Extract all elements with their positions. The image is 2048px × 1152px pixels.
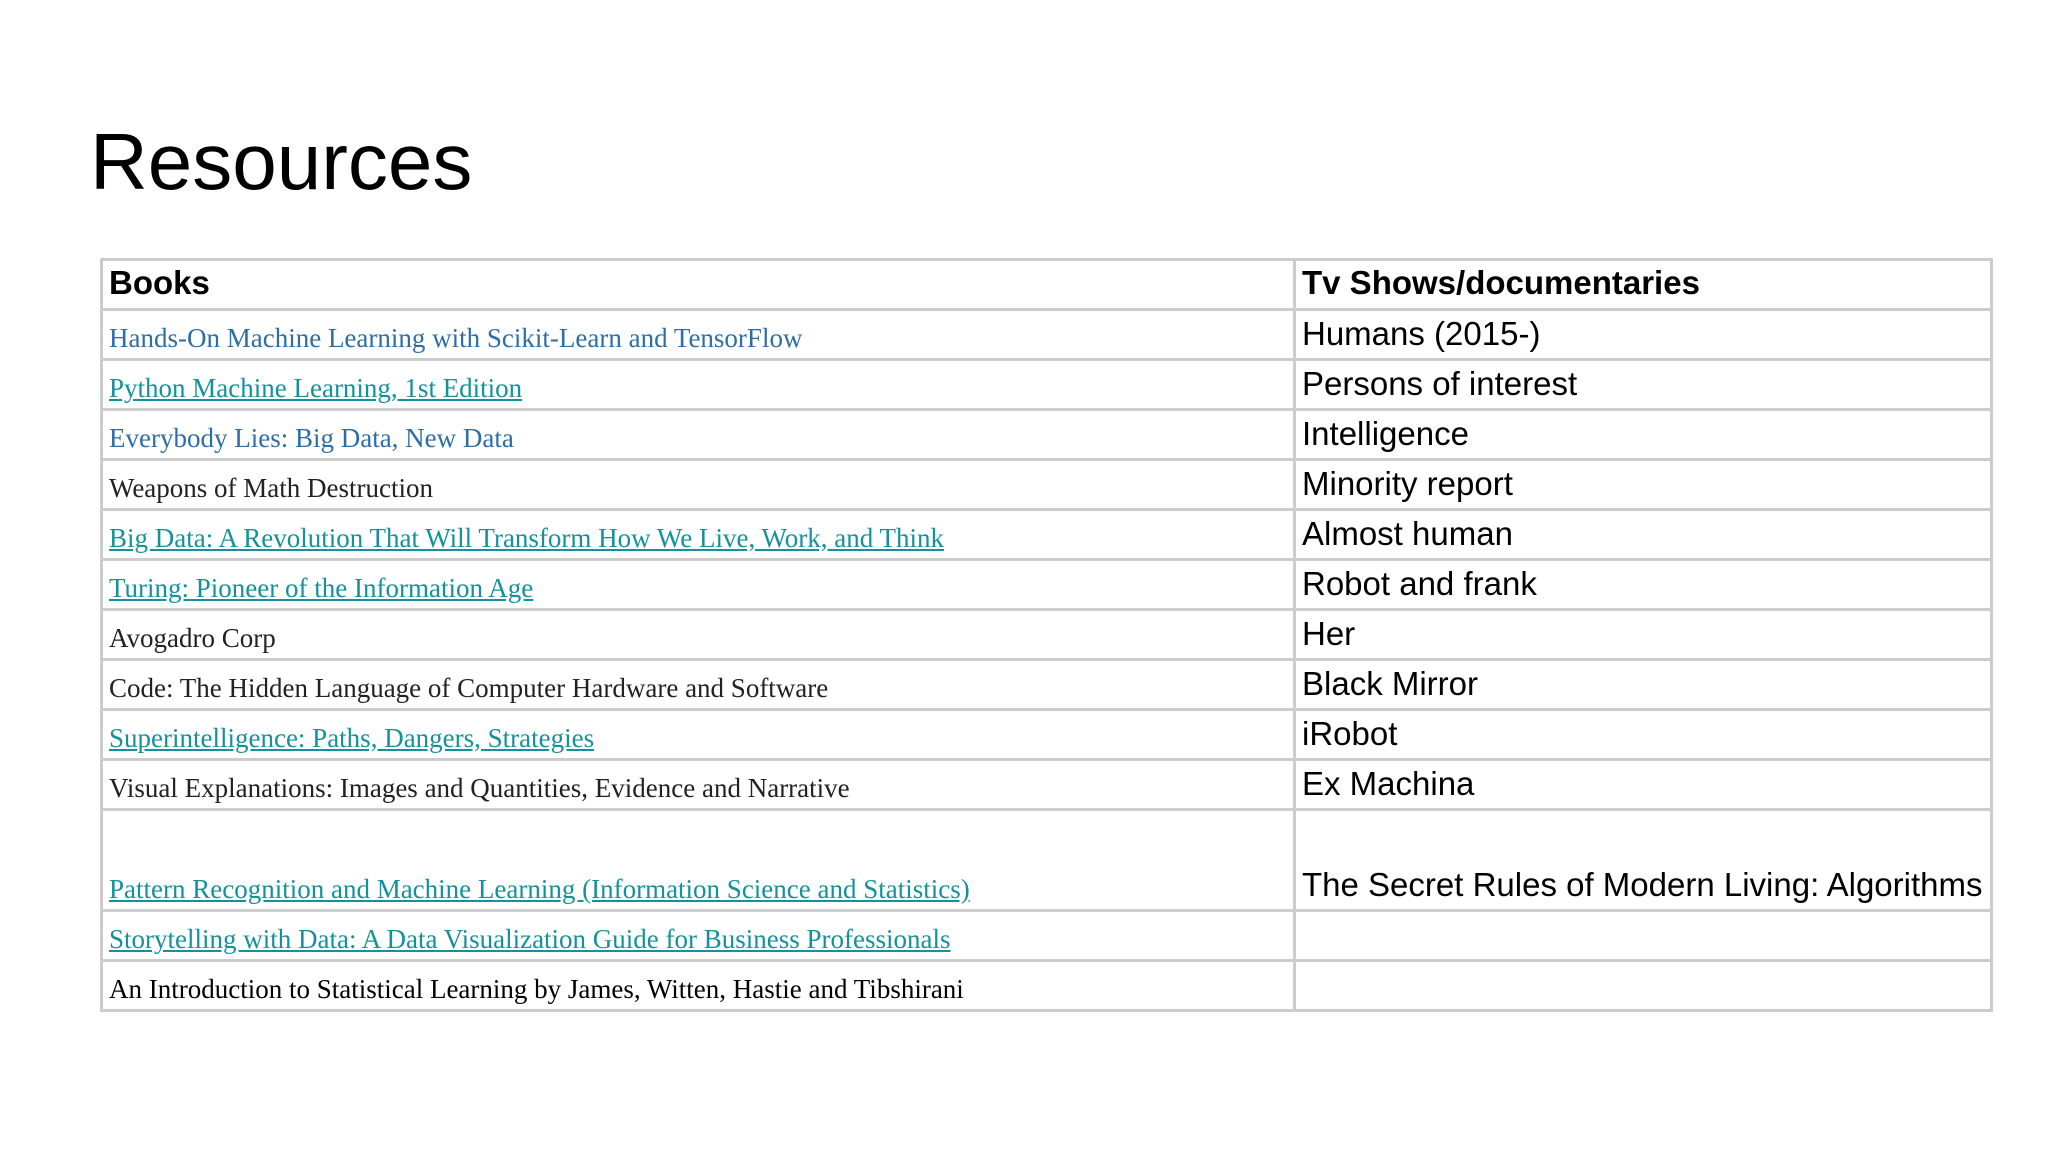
book-link[interactable]: Pattern Recognition and Machine Learning (Information Science and Statistics): [102, 810, 1295, 911]
table-row: [102, 660, 1992, 710]
show-title: Her: [1295, 610, 1992, 660]
table-row: [102, 610, 1992, 660]
book-title: Code: The Hidden Language of Computer Hardware and Software: [102, 660, 1295, 710]
table-row: [102, 310, 1992, 360]
show-title: Persons of interest: [1295, 360, 1992, 410]
book-title: Everybody Lies: Big Data, New Data: [102, 410, 1295, 460]
table-header-row: [102, 260, 1992, 310]
book-title: Weapons of Math Destruction: [102, 460, 1295, 510]
table-row: [102, 460, 1992, 510]
table-row: [102, 560, 1992, 610]
table-row: [102, 410, 1992, 460]
table-row: [102, 510, 1992, 560]
book-link[interactable]: Turing: Pioneer of the Information Age: [102, 560, 1295, 610]
book-title: An Introduction to Statistical Learning by James, Witten, Hastie and Tibshirani: [102, 961, 1295, 1011]
table-row: [102, 360, 1992, 410]
book-link[interactable]: Python Machine Learning, 1st Edition: [102, 360, 1295, 410]
book-title: Hands-On Machine Learning with Scikit-Learn and TensorFlow: [102, 310, 1295, 360]
slide-title: Resources: [90, 117, 473, 206]
table-row: [102, 710, 1992, 760]
book-link[interactable]: Storytelling with Data: A Data Visualization Guide for Business Professionals: [102, 911, 1295, 961]
shows-column-header: Tv Shows/documentaries: [1295, 260, 1992, 310]
show-title: iRobot: [1295, 710, 1992, 760]
book-title: Visual Explanations: Images and Quantities, Evidence and Narrative: [102, 760, 1295, 810]
show-title: Intelligence: [1295, 410, 1992, 460]
book-link[interactable]: Big Data: A Revolution That Will Transform How We Live, Work, and Think: [102, 510, 1295, 560]
table-row: [102, 961, 1992, 1011]
show-title: Ex Machina: [1295, 760, 1992, 810]
show-title-empty: [1295, 961, 1992, 1011]
show-title: The Secret Rules of Modern Living: Algorithms: [1295, 810, 1992, 911]
show-title: Robot and frank: [1295, 560, 1992, 610]
table-row: [102, 760, 1992, 810]
show-title: Almost human: [1295, 510, 1992, 560]
show-title: Black Mirror: [1295, 660, 1992, 710]
show-title: Humans (2015-): [1295, 310, 1992, 360]
table-row: [102, 810, 1992, 911]
book-link[interactable]: Superintelligence: Paths, Dangers, Strategies: [102, 710, 1295, 760]
resources-table: [100, 258, 1993, 1012]
book-title: Avogadro Corp: [102, 610, 1295, 660]
show-title: Minority report: [1295, 460, 1992, 510]
table-row: [102, 911, 1992, 961]
books-column-header: Books: [102, 260, 1295, 310]
show-title-empty: [1295, 911, 1992, 961]
